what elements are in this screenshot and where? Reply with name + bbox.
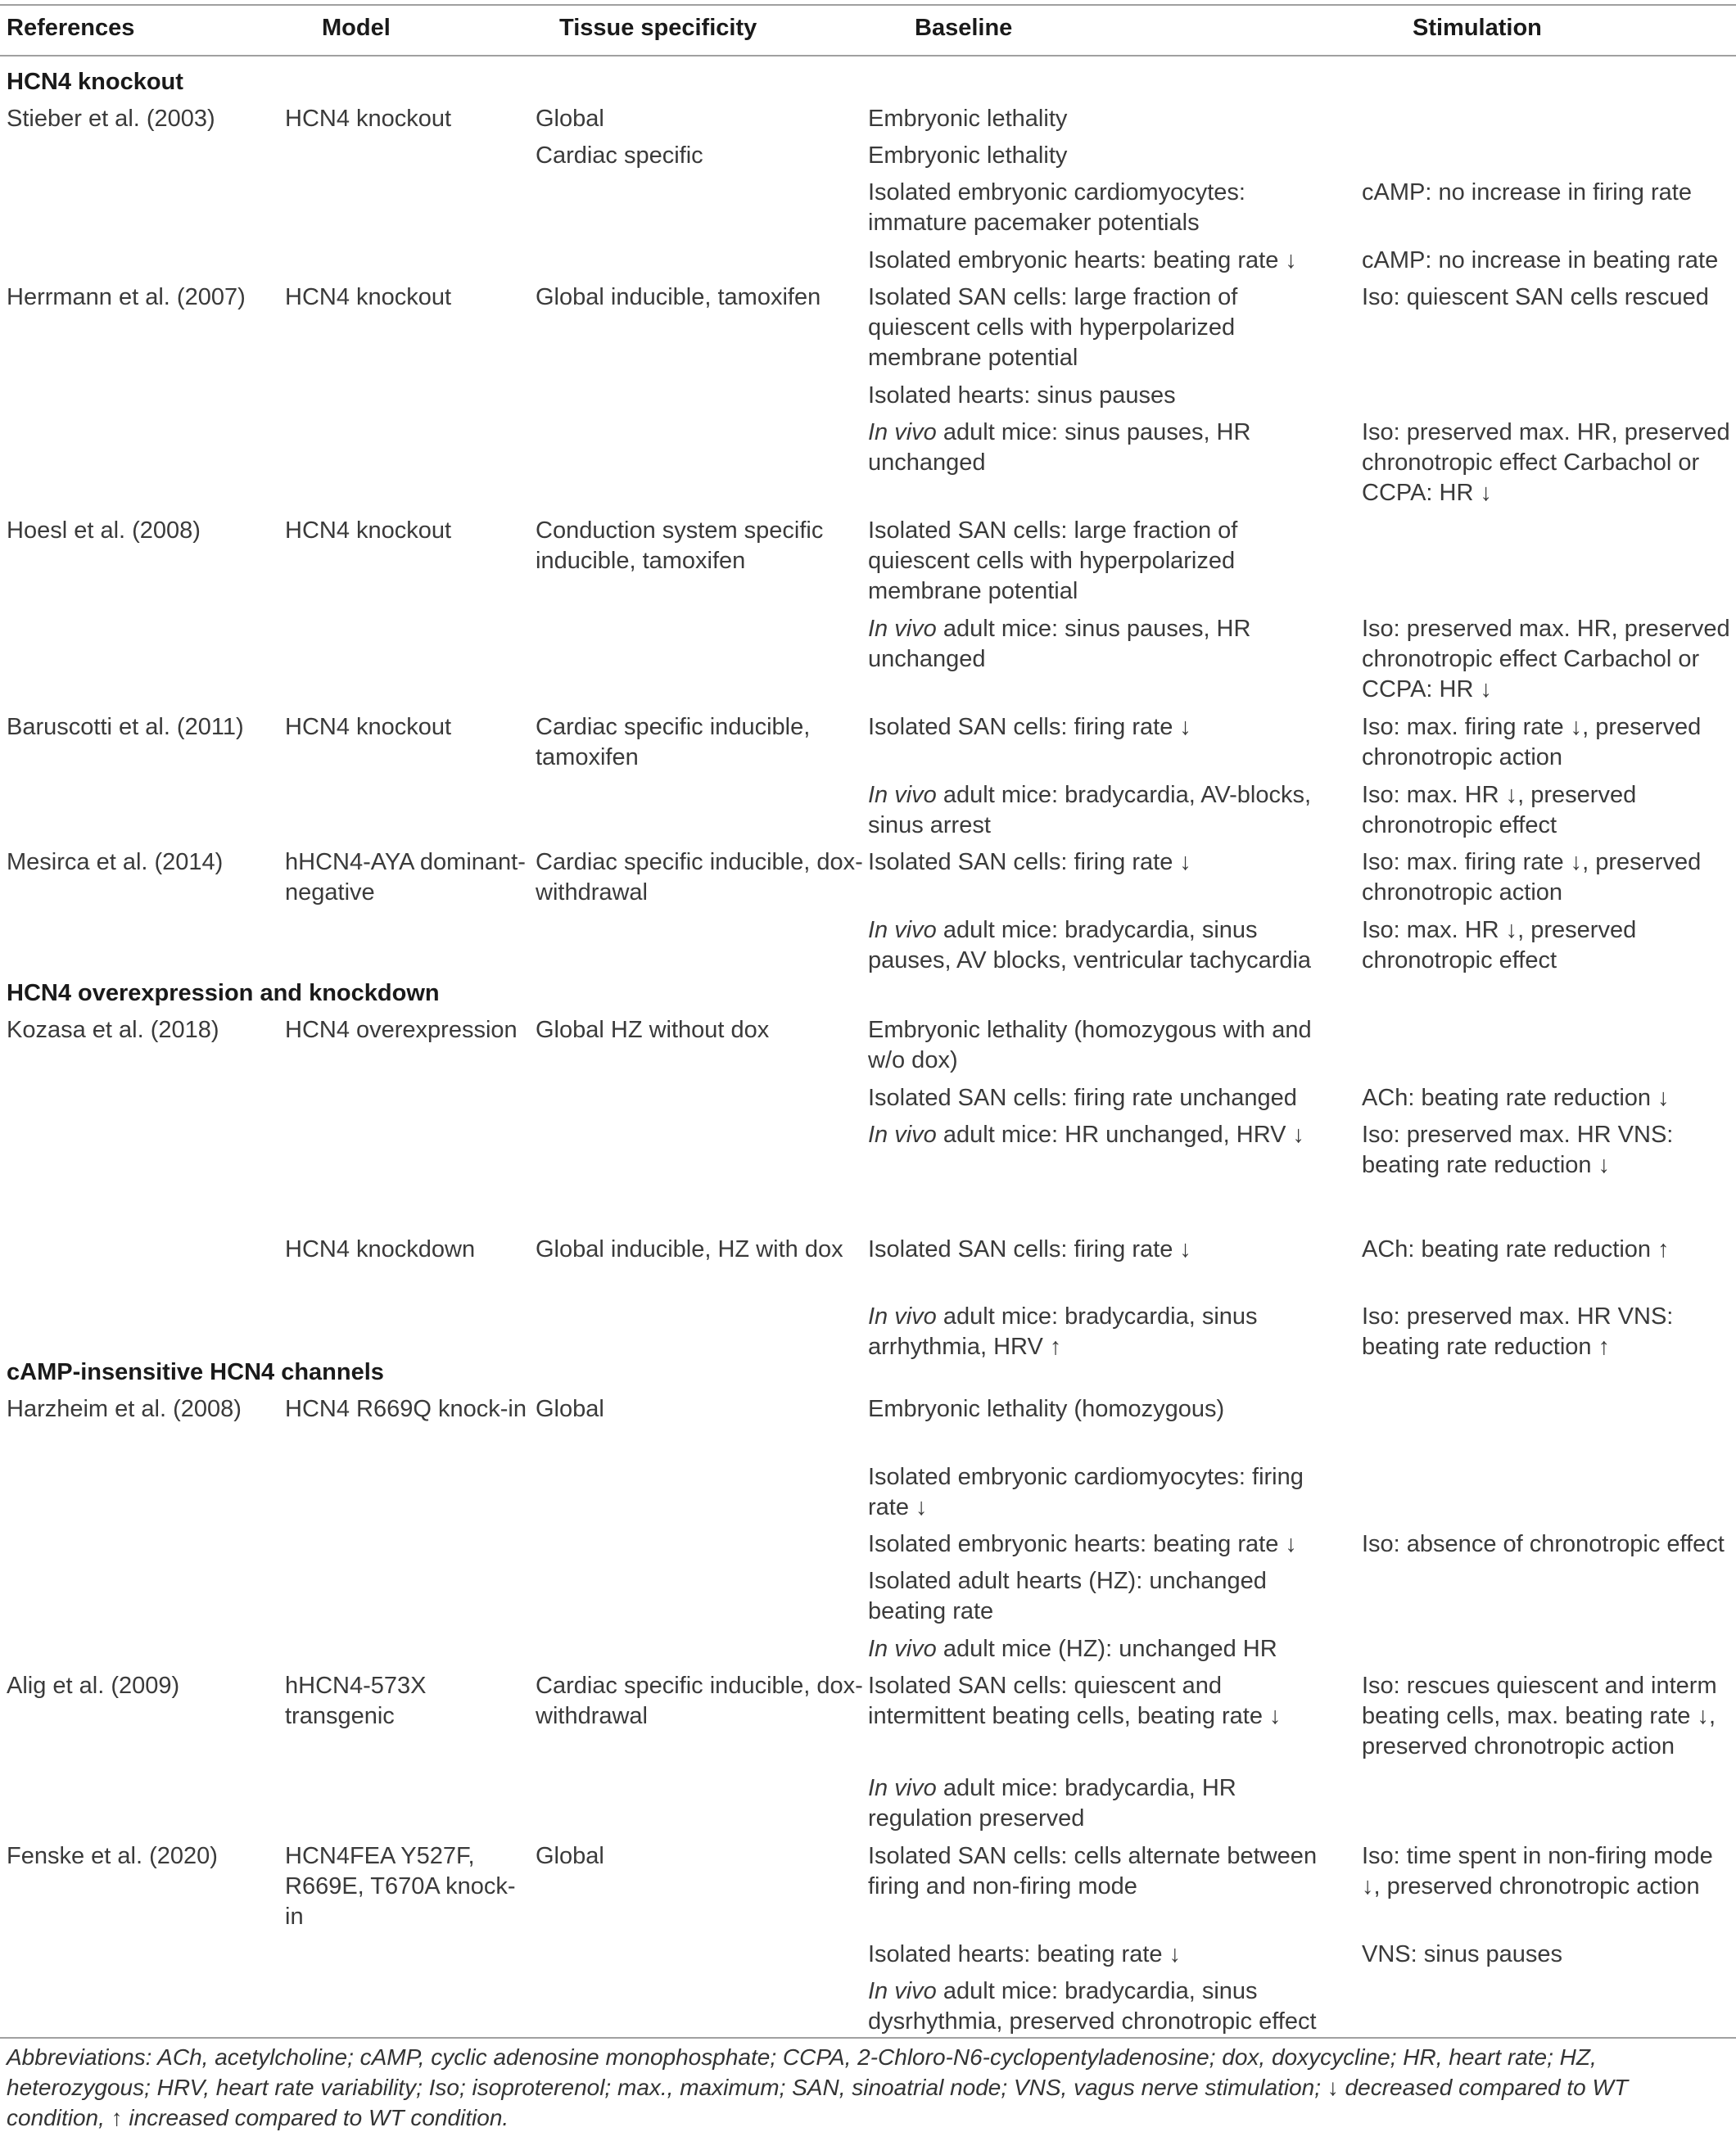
in-vivo-label: In vivo	[868, 917, 937, 943]
stimulation-cell: Iso: time spent in non-firing mode ↓, preserved chronotropic action	[1362, 1843, 1713, 1899]
tissue-specificity-cell: Global	[536, 1843, 604, 1869]
reference-cell: Herrmann et al. (2007)	[7, 284, 246, 310]
table-bottom-rule	[0, 2037, 1736, 2039]
stimulation-cell: ACh: beating rate reduction ↑	[1362, 1236, 1670, 1262]
tissue-specificity-cell: Cardiac specific inducible, dox-withdrawal	[536, 1673, 863, 1729]
section-title: cAMP-insensitive HCN4 channels	[7, 1359, 384, 1385]
baseline-cell: In vivo adult mice: bradycardia, sinus dysrhythmia, preserved chronotropic effect	[868, 1978, 1317, 2035]
baseline-cell: Isolated SAN cells: large fraction of quiescent cells with hyperpolarized membrane potential	[868, 284, 1238, 371]
reference-cell: Stieber et al. (2003)	[7, 106, 215, 132]
table-top-rule	[0, 4, 1736, 6]
in-vivo-label: In vivo	[868, 782, 937, 808]
stimulation-cell: cAMP: no increase in beating rate	[1362, 247, 1719, 273]
stimulation-cell: Iso: preserved max. HR VNS: beating rate reduction ↓	[1362, 1122, 1674, 1178]
stimulation-cell: Iso: preserved max. HR VNS: beating rate reduction ↑	[1362, 1303, 1674, 1360]
baseline-cell: Isolated hearts: beating rate ↓	[868, 1941, 1182, 1967]
baseline-cell: Isolated SAN cells: quiescent and intermittent beating cells, beating rate ↓	[868, 1673, 1282, 1729]
baseline-cell: Isolated SAN cells: firing rate unchanged	[868, 1085, 1297, 1111]
section-title: HCN4 knockout	[7, 69, 183, 95]
stimulation-cell: Iso: max. HR ↓, preserved chronotropic effect	[1362, 917, 1637, 973]
in-vivo-label: In vivo	[868, 616, 937, 642]
baseline-cell: Isolated SAN cells: firing rate ↓	[868, 714, 1191, 740]
model-cell: HCN4 knockout	[285, 714, 452, 740]
tissue-specificity-cell: Global	[536, 106, 604, 132]
reference-cell: Kozasa et al. (2018)	[7, 1017, 219, 1043]
stimulation-cell: Iso: max. firing rate ↓, preserved chronotropic action	[1362, 849, 1702, 906]
stimulation-cell: ACh: beating rate reduction ↓	[1362, 1085, 1670, 1111]
baseline-cell: Isolated embryonic cardiomyocytes: immature pacemaker potentials	[868, 179, 1245, 236]
baseline-cell: Embryonic lethality	[868, 142, 1068, 169]
in-vivo-label: In vivo	[868, 1775, 937, 1801]
reference-cell: Alig et al. (2009)	[7, 1673, 180, 1699]
tissue-specificity-cell: Global HZ without dox	[536, 1017, 770, 1043]
model-cell: HCN4 knockout	[285, 284, 452, 310]
in-vivo-label: In vivo	[868, 1122, 937, 1148]
model-cell: HCN4 knockdown	[285, 1236, 476, 1262]
baseline-cell: Embryonic lethality	[868, 106, 1068, 132]
stimulation-cell: Iso: quiescent SAN cells rescued	[1362, 284, 1709, 310]
header-rule	[0, 55, 1736, 56]
baseline-cell: In vivo adult mice: HR unchanged, HRV ↓	[868, 1122, 1305, 1148]
baseline-cell: Isolated SAN cells: firing rate ↓	[868, 849, 1191, 875]
reference-cell: Harzheim et al. (2008)	[7, 1396, 242, 1422]
header-references: References	[7, 15, 135, 41]
baseline-cell: Isolated SAN cells: firing rate ↓	[868, 1236, 1191, 1262]
tissue-specificity-cell: Cardiac specific inducible, tamoxifen	[536, 714, 811, 770]
baseline-cell: Isolated embryonic cardiomyocytes: firing rate ↓	[868, 1464, 1304, 1520]
model-cell: HCN4 knockout	[285, 106, 452, 132]
baseline-cell: Isolated adult hearts (HZ): unchanged beating rate	[868, 1568, 1267, 1624]
in-vivo-label: In vivo	[868, 1636, 937, 1662]
tissue-specificity-cell: Global	[536, 1396, 604, 1422]
baseline-cell: In vivo adult mice: bradycardia, sinus pauses, AV blocks, ventricular tachycardia	[868, 917, 1312, 973]
tissue-specificity-cell: Global inducible, tamoxifen	[536, 284, 821, 310]
in-vivo-label: In vivo	[868, 1978, 937, 2004]
reference-cell: Mesirca et al. (2014)	[7, 849, 224, 875]
header-baseline: Baseline	[915, 15, 1013, 41]
header-model: Model	[322, 15, 391, 41]
stimulation-cell: Iso: max. HR ↓, preserved chronotropic effect	[1362, 782, 1637, 838]
baseline-cell: Isolated SAN cells: large fraction of quiescent cells with hyperpolarized membrane potential	[868, 517, 1238, 604]
model-cell: HCN4FEA Y527F, R669E, T670A knock-in	[285, 1843, 516, 1930]
model-cell: HCN4 knockout	[285, 517, 452, 544]
baseline-cell: Embryonic lethality (homozygous)	[868, 1396, 1225, 1422]
in-vivo-label: In vivo	[868, 419, 937, 445]
in-vivo-label: In vivo	[868, 1303, 937, 1330]
tissue-specificity-cell: Global inducible, HZ with dox	[536, 1236, 843, 1262]
header-stimulation: Stimulation	[1413, 15, 1542, 41]
stimulation-cell: Iso: preserved max. HR, preserved chronotropic effect Carbachol or CCPA: HR ↓	[1362, 419, 1730, 506]
model-cell: hHCN4-AYA dominant-negative	[285, 849, 526, 906]
abbreviations-footnote: Abbreviations: ACh, acetylcholine; cAMP, cyclic adenosine monophosphate; CCPA, 2-Chloro-N6-cyclopentyladenosine; dox, doxycycline; HR, heart rate; HZ, heterozygous; HRV, heart rate variability; Iso; isoproterenol; max., maximum; SAN, sinoatrial node; VNS, vagus nerve stimulation; ↓ decreased compared to WT condition, ↑ increased compared to WT condition.	[7, 2044, 1629, 2130]
baseline-cell: In vivo adult mice: bradycardia, AV-blocks, sinus arrest	[868, 782, 1312, 838]
model-cell: hHCN4-573X transgenic	[285, 1673, 427, 1729]
baseline-cell: Embryonic lethality (homozygous with and w/o dox)	[868, 1017, 1312, 1073]
baseline-cell: In vivo adult mice: sinus pauses, HR unchanged	[868, 419, 1251, 476]
model-cell: HCN4 overexpression	[285, 1017, 518, 1043]
tissue-specificity-cell: Conduction system specific inducible, tamoxifen	[536, 517, 824, 574]
reference-cell: Fenske et al. (2020)	[7, 1843, 218, 1869]
tissue-specificity-cell: Cardiac specific	[536, 142, 703, 169]
model-cell: HCN4 R669Q knock-in	[285, 1396, 527, 1422]
stimulation-cell: VNS: sinus pauses	[1362, 1941, 1563, 1967]
stimulation-cell: Iso: preserved max. HR, preserved chronotropic effect Carbachol or CCPA: HR ↓	[1362, 616, 1730, 702]
baseline-cell: Isolated embryonic hearts: beating rate ↓	[868, 1531, 1297, 1557]
tissue-specificity-cell: Cardiac specific inducible, dox-withdrawal	[536, 849, 863, 906]
stimulation-cell: Iso: rescues quiescent and interm beating cells, max. beating rate ↓, preserved chronotropic action	[1362, 1673, 1717, 1759]
stimulation-cell: Iso: absence of chronotropic effect	[1362, 1531, 1725, 1557]
baseline-cell: In vivo adult mice: sinus pauses, HR unchanged	[868, 616, 1251, 672]
reference-cell: Baruscotti et al. (2011)	[7, 714, 244, 740]
stimulation-cell: cAMP: no increase in firing rate	[1362, 179, 1692, 206]
section-title: HCN4 overexpression and knockdown	[7, 980, 440, 1006]
baseline-cell: In vivo adult mice: bradycardia, sinus arrhythmia, HRV ↑	[868, 1303, 1258, 1360]
baseline-cell: In vivo adult mice: bradycardia, HR regulation preserved	[868, 1775, 1236, 1832]
baseline-cell: In vivo adult mice (HZ): unchanged HR	[868, 1636, 1277, 1662]
stimulation-cell: Iso: max. firing rate ↓, preserved chronotropic action	[1362, 714, 1702, 770]
baseline-cell: Isolated SAN cells: cells alternate between firing and non-firing mode	[868, 1843, 1318, 1899]
baseline-cell: Isolated embryonic hearts: beating rate ↓	[868, 247, 1297, 273]
baseline-cell: Isolated hearts: sinus pauses	[868, 382, 1176, 409]
reference-cell: Hoesl et al. (2008)	[7, 517, 201, 544]
header-tissue-specificity: Tissue specificity	[559, 15, 757, 41]
